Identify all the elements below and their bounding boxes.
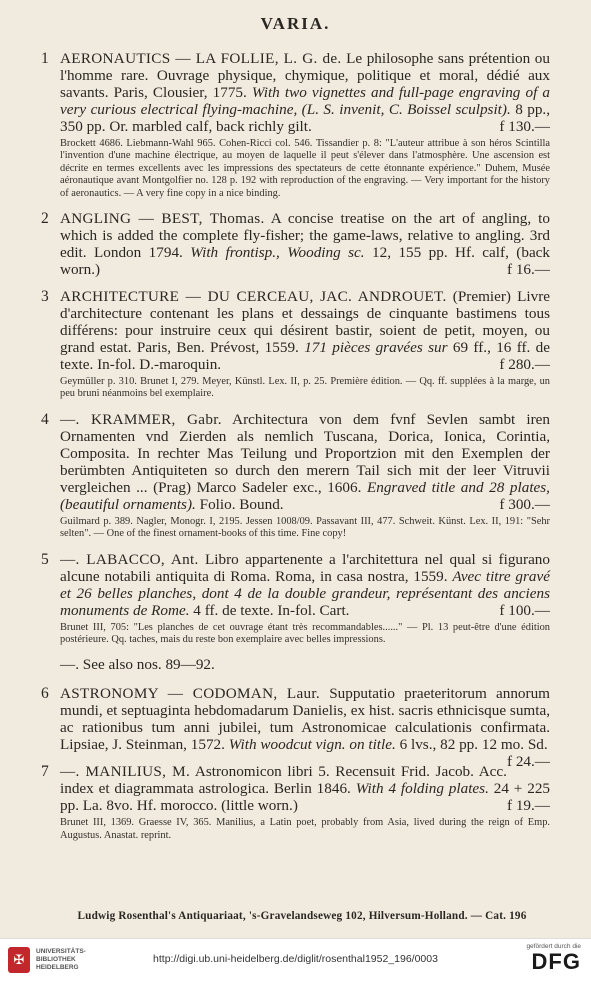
library-logo-text: UNIVERSITÄTS- BIBLIOTHEK HEIDELBERG: [36, 948, 86, 971]
entry-6: [41, 685, 550, 771]
entry-number: 2: [41, 210, 49, 228]
entry-text: Supputatio praeteritorum annorum mundi, et septuaginta hebdomadarum Danielis, ex hist. sacris ethnicisque sumta, ac rationibus tum anni jubilei, tum Astronomicae calculationis confirmata. Lipsiae, J. Steinman, 1572.: [60, 685, 550, 754]
entry-rest: 24 + 225 pp. La. 8vo. Hf. morocco. (little worn.): [60, 780, 551, 815]
entry-note: Geymüller p. 310. Brunet I, 279. Meyer, Künstl. Lex. II, p. 25. Première édition. — Qq. ff. supplées à la marge, un peu bruni néanmoins bel exemplaire.: [60, 376, 550, 400]
entry-number: 1: [41, 50, 49, 67]
entry-rest: Folio. Bound.: [199, 495, 284, 513]
entry-note: Brunet III, 705: "Les planches de cet ouvrage étant très recommandables......" — Pl. 13 peut-être d'une édition postérieure. Qq. taches, mais du reste bon exemplaire avec belles impressions.: [60, 621, 550, 646]
entry-italic: Engraved title and 28 plates, (beautiful ornaments).: [60, 478, 550, 513]
dfg-wordmark: DFG: [531, 949, 581, 974]
entry-note: Brunet III, 1369. Graesse IV, 365. Manilius, a Latin poet, probably from Asia, lived during the reign of Emp. Augustus. Anastat. reprint.: [60, 817, 550, 841]
entry-4: [42, 411, 550, 541]
entry-price: f 300.—: [499, 495, 550, 513]
entry-text: Astronomicon libri 5. Recensuit Frid. Jacob. Acc. index et diagrammata astrologica. Berlin 1846.: [60, 763, 507, 798]
entry-italic: With woodcut vign. on title.: [228, 736, 396, 754]
entry-text: Architectura von dem fvnf Sevlen sambt iren Ornamenten vnd Zierden als nemlich Tuscana, Dorica, Ionica, Corintia, Composita. In rechter Mas Teilung und Proportzion mit den Exemplen der berümbten Antiquiteten so durch den merern Tail sich mit der leer Vitruvii vergleichen ... (Prag) Marco Sadeler exc., 1606.: [60, 410, 550, 496]
entry-head: —. LABACCO, Ant.: [60, 550, 199, 568]
entry-number: 6: [41, 685, 49, 703]
entry-head: —. KRAMMER, Gabr.: [60, 410, 222, 428]
entry-body: [60, 411, 550, 513]
entry-rest: 8 pp., 350 pp. Or. marbled calf, back richly gilt.: [60, 101, 550, 135]
entry-body: [60, 763, 550, 814]
entry-text: A concise treatise on the art of angling, to which is added the complete fly-fisher; the game-laws, relative to angling. 3rd edit. London 1794.: [60, 210, 550, 262]
entry-price: f 280.—: [499, 356, 550, 374]
page-url-link[interactable]: http://digi.ub.uni-heidelberg.de/diglit/rosenthal1952_196/0003: [153, 953, 438, 965]
entry-price: f 24.—: [506, 753, 550, 771]
library-seal-icon: ✠: [8, 947, 30, 973]
entry-text: Libro appartenente a l'architettura nel qual si figurano alcune notabili antiquita di Roma. Roma, in casa nostra, 1559.: [60, 550, 550, 585]
entry-text: (Premier) Livre d'architecture contenant les plans et dessaings de cinquante bastimens tous différens: pour instruire ceux qui désirent bastir, soient de petit, moyen, ou grand estat. Paris, Ben. Prévost, 1559.: [60, 288, 550, 357]
entry-number: 5: [41, 550, 49, 568]
entry-body: [60, 288, 550, 373]
entry-number: 3: [41, 288, 49, 306]
entry-body: [60, 50, 550, 135]
entry-1: [42, 50, 550, 200]
dfg-caption: gefördert durch die: [526, 943, 581, 950]
entry-rest: 69 ff., 16 ff. de texte. In-fol. D.-maroquin.: [60, 339, 551, 374]
entry-rest: 6 lvs., 82 pp. 12 mo. Sd.: [399, 736, 548, 754]
entry-number: 7: [41, 763, 49, 781]
entry-head: ANGLING — BEST, Thomas.: [60, 210, 265, 228]
entry-body: [60, 685, 550, 771]
entry-head: ARCHITECTURE — DU CERCEAU, JAC. ANDROUET.: [60, 288, 447, 306]
entry-5: [42, 551, 550, 647]
entry-note: Guilmard p. 389. Nagler, Monogr. I, 2195. Jessen 1008/09. Passavant III, 477. Schweit. Künst. Lex. II, 191: "Sehr selten". — One of the finest ornament-books of this time. Fine copy!: [60, 515, 550, 540]
entry-price: f 19.—: [506, 797, 550, 815]
entry-head: ASTRONOMY — CODOMAN, Laur.: [60, 685, 321, 703]
entry-head: —. MANILIUS, M.: [60, 763, 191, 781]
entry-head: AERONAUTICS — LA FOLLIE, L. G. de.: [60, 50, 342, 67]
entry-price: f 16.—: [506, 261, 550, 279]
catalog-footer: Ludwig Rosenthal's Antiquariaat, 's-Gravelandseweg 102, Hilversum-Holland. — Cat. 196: [77, 910, 527, 922]
entry-rest: 4 ff. de texte. In-fol. Cart.: [193, 601, 350, 619]
entry-7: [42, 763, 550, 842]
entry-italic: 171 pièces gravées sur: [304, 339, 448, 357]
entry-rest: 12, 155 pp. Hf. calf, (back worn.): [60, 244, 551, 279]
entry-3: [42, 288, 550, 401]
entry-italic: Avec titre gravé et 26 belles planches, dont 4 de la double grandeur, représentant des anciens monuments de Rome.: [60, 567, 551, 619]
entry-number: 4: [41, 410, 49, 428]
entry-text: Le philosophe sans prétention ou l'homme rare. Ouvrage physique, chymique, politique et moral, dédié aux savants. Paris, Clousier, 1775.: [60, 50, 550, 101]
dfg-logo[interactable]: [526, 943, 581, 974]
entry-price: f 130.—: [499, 118, 550, 135]
page-title: VARIA.: [260, 14, 331, 33]
entries-list: [42, 50, 550, 852]
entry-italic: With 4 folding plates.: [355, 780, 489, 798]
entry-body: [60, 210, 550, 278]
see-also: —. See also nos. 89—92.: [60, 656, 215, 674]
entry-italic: With frontisp., Wooding sc.: [190, 244, 365, 262]
entry-italic: With two vignettes and full-page engraving of a very curious electrical flying-machine, (L. S. invenit, C. Boissel sculpsit).: [60, 84, 550, 118]
viewer-bottom-bar: [0, 938, 591, 983]
entry-note: Brockett 4686. Liebmann-Wahl 965. Cohen-Ricci col. 546. Tissandier p. 8: "L'auteur attribue à son héros Scintilla l'invention d'une machine électrique, au moyen de laquelle il peut s'élever dans l'atmosphère. Une ascension est décrite en termes excellents avec les impressions des spectateurs de cette étonnante expérience." Duhem, Musée aéronautique avant Montgolfier no. 128 p. 192 with reproduction of the engraving. — Very important for the history of aeronautics. — A very fine copy in a nice binding.: [60, 138, 550, 199]
entry-body: [60, 551, 550, 619]
entry-2: [42, 210, 550, 278]
entry-price: f 100.—: [499, 601, 550, 619]
